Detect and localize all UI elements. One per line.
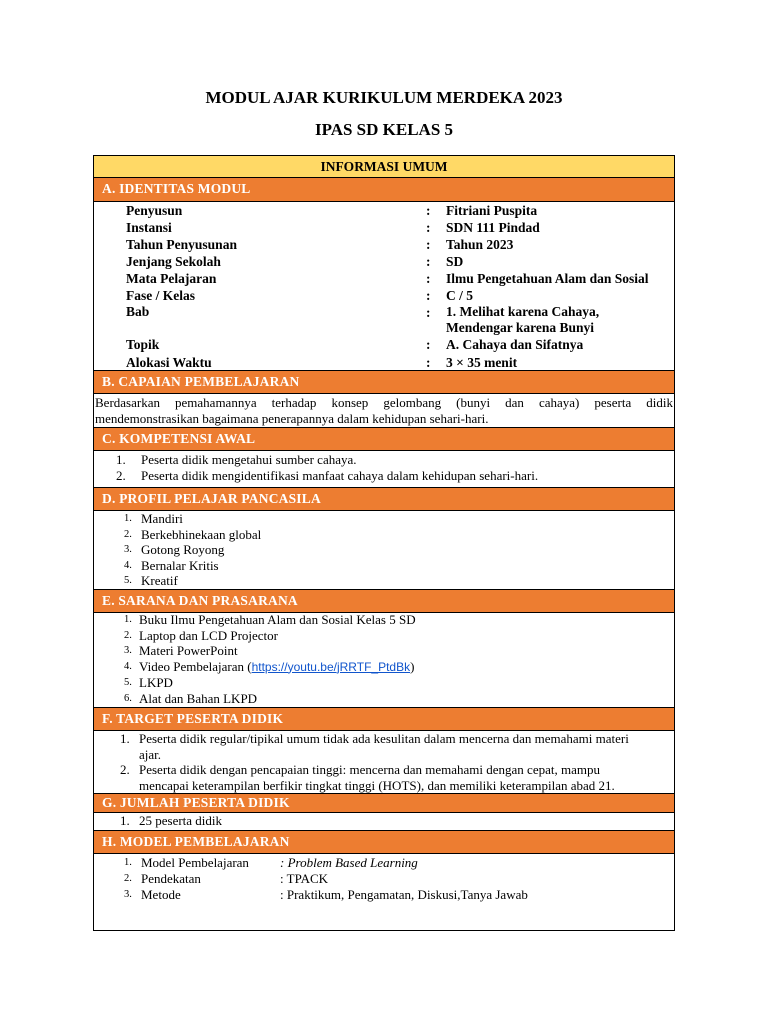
label-instansi: Instansi xyxy=(126,220,172,235)
list-item xyxy=(94,871,674,887)
sep-instansi: : xyxy=(426,220,431,235)
list-text: Mandiri xyxy=(141,511,183,526)
module-table xyxy=(93,155,675,931)
label-penyusun: Penyusun xyxy=(126,203,183,218)
label-bab: Bab xyxy=(126,304,150,319)
list-item xyxy=(94,527,674,543)
section-d-heading: D. PROFIL PELAJAR PANCASILA xyxy=(94,487,674,511)
informasi-umum-header: INFORMASI UMUM xyxy=(94,156,674,178)
capaian-pembelajaran-text: Berdasarkan pemahamannya terhadap konsep gelombang (bunyi dan cahaya) peserta didik mendemonstrasikan bagaimana penerapannya dalam kehidupan sehari-hari. xyxy=(95,395,673,426)
list-label: Model Pembelajaran xyxy=(141,855,249,870)
list-number: 3. xyxy=(124,544,132,555)
list-item xyxy=(94,612,674,628)
section-h-heading: H. MODEL PEMBELAJARAN xyxy=(94,830,674,854)
sep-mata-pelajaran: : xyxy=(426,271,431,286)
list-item xyxy=(94,628,674,644)
list-item xyxy=(94,691,674,707)
list-text-line2: mencapai keterampilan berfikir tingkat tinggi (HOTS), dan memiliki keterampilan abad 21. xyxy=(139,777,615,793)
list-text: LKPD xyxy=(139,675,173,690)
list-item xyxy=(94,762,674,793)
list-item xyxy=(94,643,674,659)
list-text: Peserta didik mengidentifikasi manfaat cahaya dalam kehidupan sehari-hari. xyxy=(141,467,539,483)
list-text-line2: ajar. xyxy=(139,746,162,762)
kompetensi-awal-list xyxy=(94,452,674,485)
list-text: Gotong Royong xyxy=(141,542,225,557)
list-number: 2. xyxy=(124,629,132,641)
model-pembelajaran-list xyxy=(94,854,674,930)
list-text: Video Pembelajaran ( xyxy=(139,658,252,674)
list-text: Peserta didik mengetahui sumber cahaya. xyxy=(141,452,357,467)
list-item xyxy=(94,468,674,484)
value-alokasi-waktu: 3 × 35 menit xyxy=(446,355,518,370)
list-number: 2. xyxy=(120,762,130,777)
value-tahun-penyusunan: Tahun 2023 xyxy=(446,237,514,252)
list-text: Alat dan Bahan LKPD xyxy=(139,690,258,706)
value-fase-kelas: C / 5 xyxy=(446,288,473,303)
list-text: Materi PowerPoint xyxy=(139,643,238,658)
list-number: 6. xyxy=(124,692,132,704)
list-item xyxy=(94,659,674,676)
sep-alokasi-waktu: : xyxy=(426,355,431,370)
list-number: 2. xyxy=(124,528,132,540)
section-e-heading: E. SARANA DAN PRASARANA xyxy=(94,589,674,613)
list-label: Pendekatan xyxy=(141,871,201,886)
list-number: 5. xyxy=(124,677,132,688)
list-text-after: ) xyxy=(410,658,415,674)
value-bab-line1: 1. Melihat karena Cahaya, xyxy=(446,304,600,319)
list-item xyxy=(94,813,674,829)
label-fase-kelas: Fase / Kelas xyxy=(126,288,195,303)
list-item xyxy=(94,887,674,903)
list-number: 2. xyxy=(116,467,126,483)
list-text-line1: Peserta didik dengan pencapaian tinggi: mencerna dan memahami dengan cepat, mampu xyxy=(139,762,600,777)
sep-penyusun: : xyxy=(426,203,431,218)
list-number: 3. xyxy=(124,889,132,900)
list-value: : Problem Based Learning xyxy=(280,855,418,870)
list-item xyxy=(94,452,674,468)
list-number: 1. xyxy=(124,857,132,868)
list-text-line1: Peserta didik regular/tipikal umum tidak ada kesulitan dalam mencerna dan memahami materi xyxy=(139,731,629,746)
value-topik: A. Cahaya dan Sifatnya xyxy=(446,337,584,352)
value-penyusun: Fitriani Puspita xyxy=(446,203,538,218)
list-label: Metode xyxy=(141,887,181,902)
list-item xyxy=(94,731,674,762)
video-link[interactable]: https://youtu.be/jRRTF_PtdBk xyxy=(251,659,411,674)
profil-pelajar-list xyxy=(94,511,674,589)
label-jenjang-sekolah: Jenjang Sekolah xyxy=(126,254,221,269)
document-subtitle: IPAS SD KELAS 5 xyxy=(314,120,454,139)
list-number: 2. xyxy=(124,873,132,884)
list-item xyxy=(94,855,674,871)
identitas-modul-block xyxy=(94,202,674,370)
label-alokasi-waktu: Alokasi Waktu xyxy=(126,355,212,370)
value-bab-line2: Mendengar karena Bunyi xyxy=(446,320,595,335)
list-number: 5. xyxy=(124,575,132,586)
label-mata-pelajaran: Mata Pelajaran xyxy=(126,271,217,286)
sep-topik: : xyxy=(426,337,431,352)
list-text: Buku Ilmu Pengetahuan Alam dan Sosial Kelas 5 SD xyxy=(139,612,416,627)
list-number: 3. xyxy=(124,645,132,656)
sep-fase-kelas: : xyxy=(426,288,431,303)
target-peserta-list xyxy=(94,731,674,793)
sep-bab: : xyxy=(426,305,431,320)
list-number: 1. xyxy=(124,513,132,524)
section-f-heading: F. TARGET PESERTA DIDIK xyxy=(94,707,674,731)
list-number: 1. xyxy=(124,614,132,625)
list-number: 1. xyxy=(116,452,126,467)
list-number: 1. xyxy=(120,813,130,828)
list-item xyxy=(94,675,674,691)
list-text: 25 peserta didik xyxy=(139,813,223,828)
document-title: MODUL AJAR KURIKULUM MERDEKA 2023 xyxy=(205,88,563,107)
list-text: Laptop dan LCD Projector xyxy=(139,627,278,643)
list-item xyxy=(94,558,674,574)
jumlah-peserta-list xyxy=(94,812,674,831)
section-a-heading: A. IDENTITAS MODUL xyxy=(94,178,674,202)
list-item xyxy=(94,573,674,589)
list-number: 4. xyxy=(124,660,132,672)
list-value: : Praktikum, Pengamatan, Diskusi,Tanya Jawab xyxy=(280,887,528,902)
value-jenjang-sekolah: SD xyxy=(446,254,464,269)
list-item xyxy=(94,511,674,527)
list-text: Bernalar Kritis xyxy=(141,557,219,573)
sarana-prasarana-list xyxy=(94,612,674,706)
list-number: 1. xyxy=(120,731,130,746)
section-b-heading: B. CAPAIAN PEMBELAJARAN xyxy=(94,370,674,394)
list-item xyxy=(94,542,674,558)
section-c-heading: C. KOMPETENSI AWAL xyxy=(94,427,674,451)
label-tahun-penyusunan: Tahun Penyusunan xyxy=(126,237,237,252)
label-topik: Topik xyxy=(126,337,160,352)
list-text: Berkebhinekaan global xyxy=(141,526,262,542)
section-g-heading: G. JUMLAH PESERTA DIDIK xyxy=(94,793,674,813)
list-number: 4. xyxy=(124,559,132,571)
sep-tahun-penyusunan: : xyxy=(426,237,431,252)
sep-jenjang-sekolah: : xyxy=(426,254,431,269)
list-value: : TPACK xyxy=(280,871,329,886)
value-mata-pelajaran: Ilmu Pengetahuan Alam dan Sosial xyxy=(446,271,649,286)
value-instansi: SDN 111 Pindad xyxy=(446,220,540,235)
list-text: Kreatif xyxy=(141,573,178,588)
